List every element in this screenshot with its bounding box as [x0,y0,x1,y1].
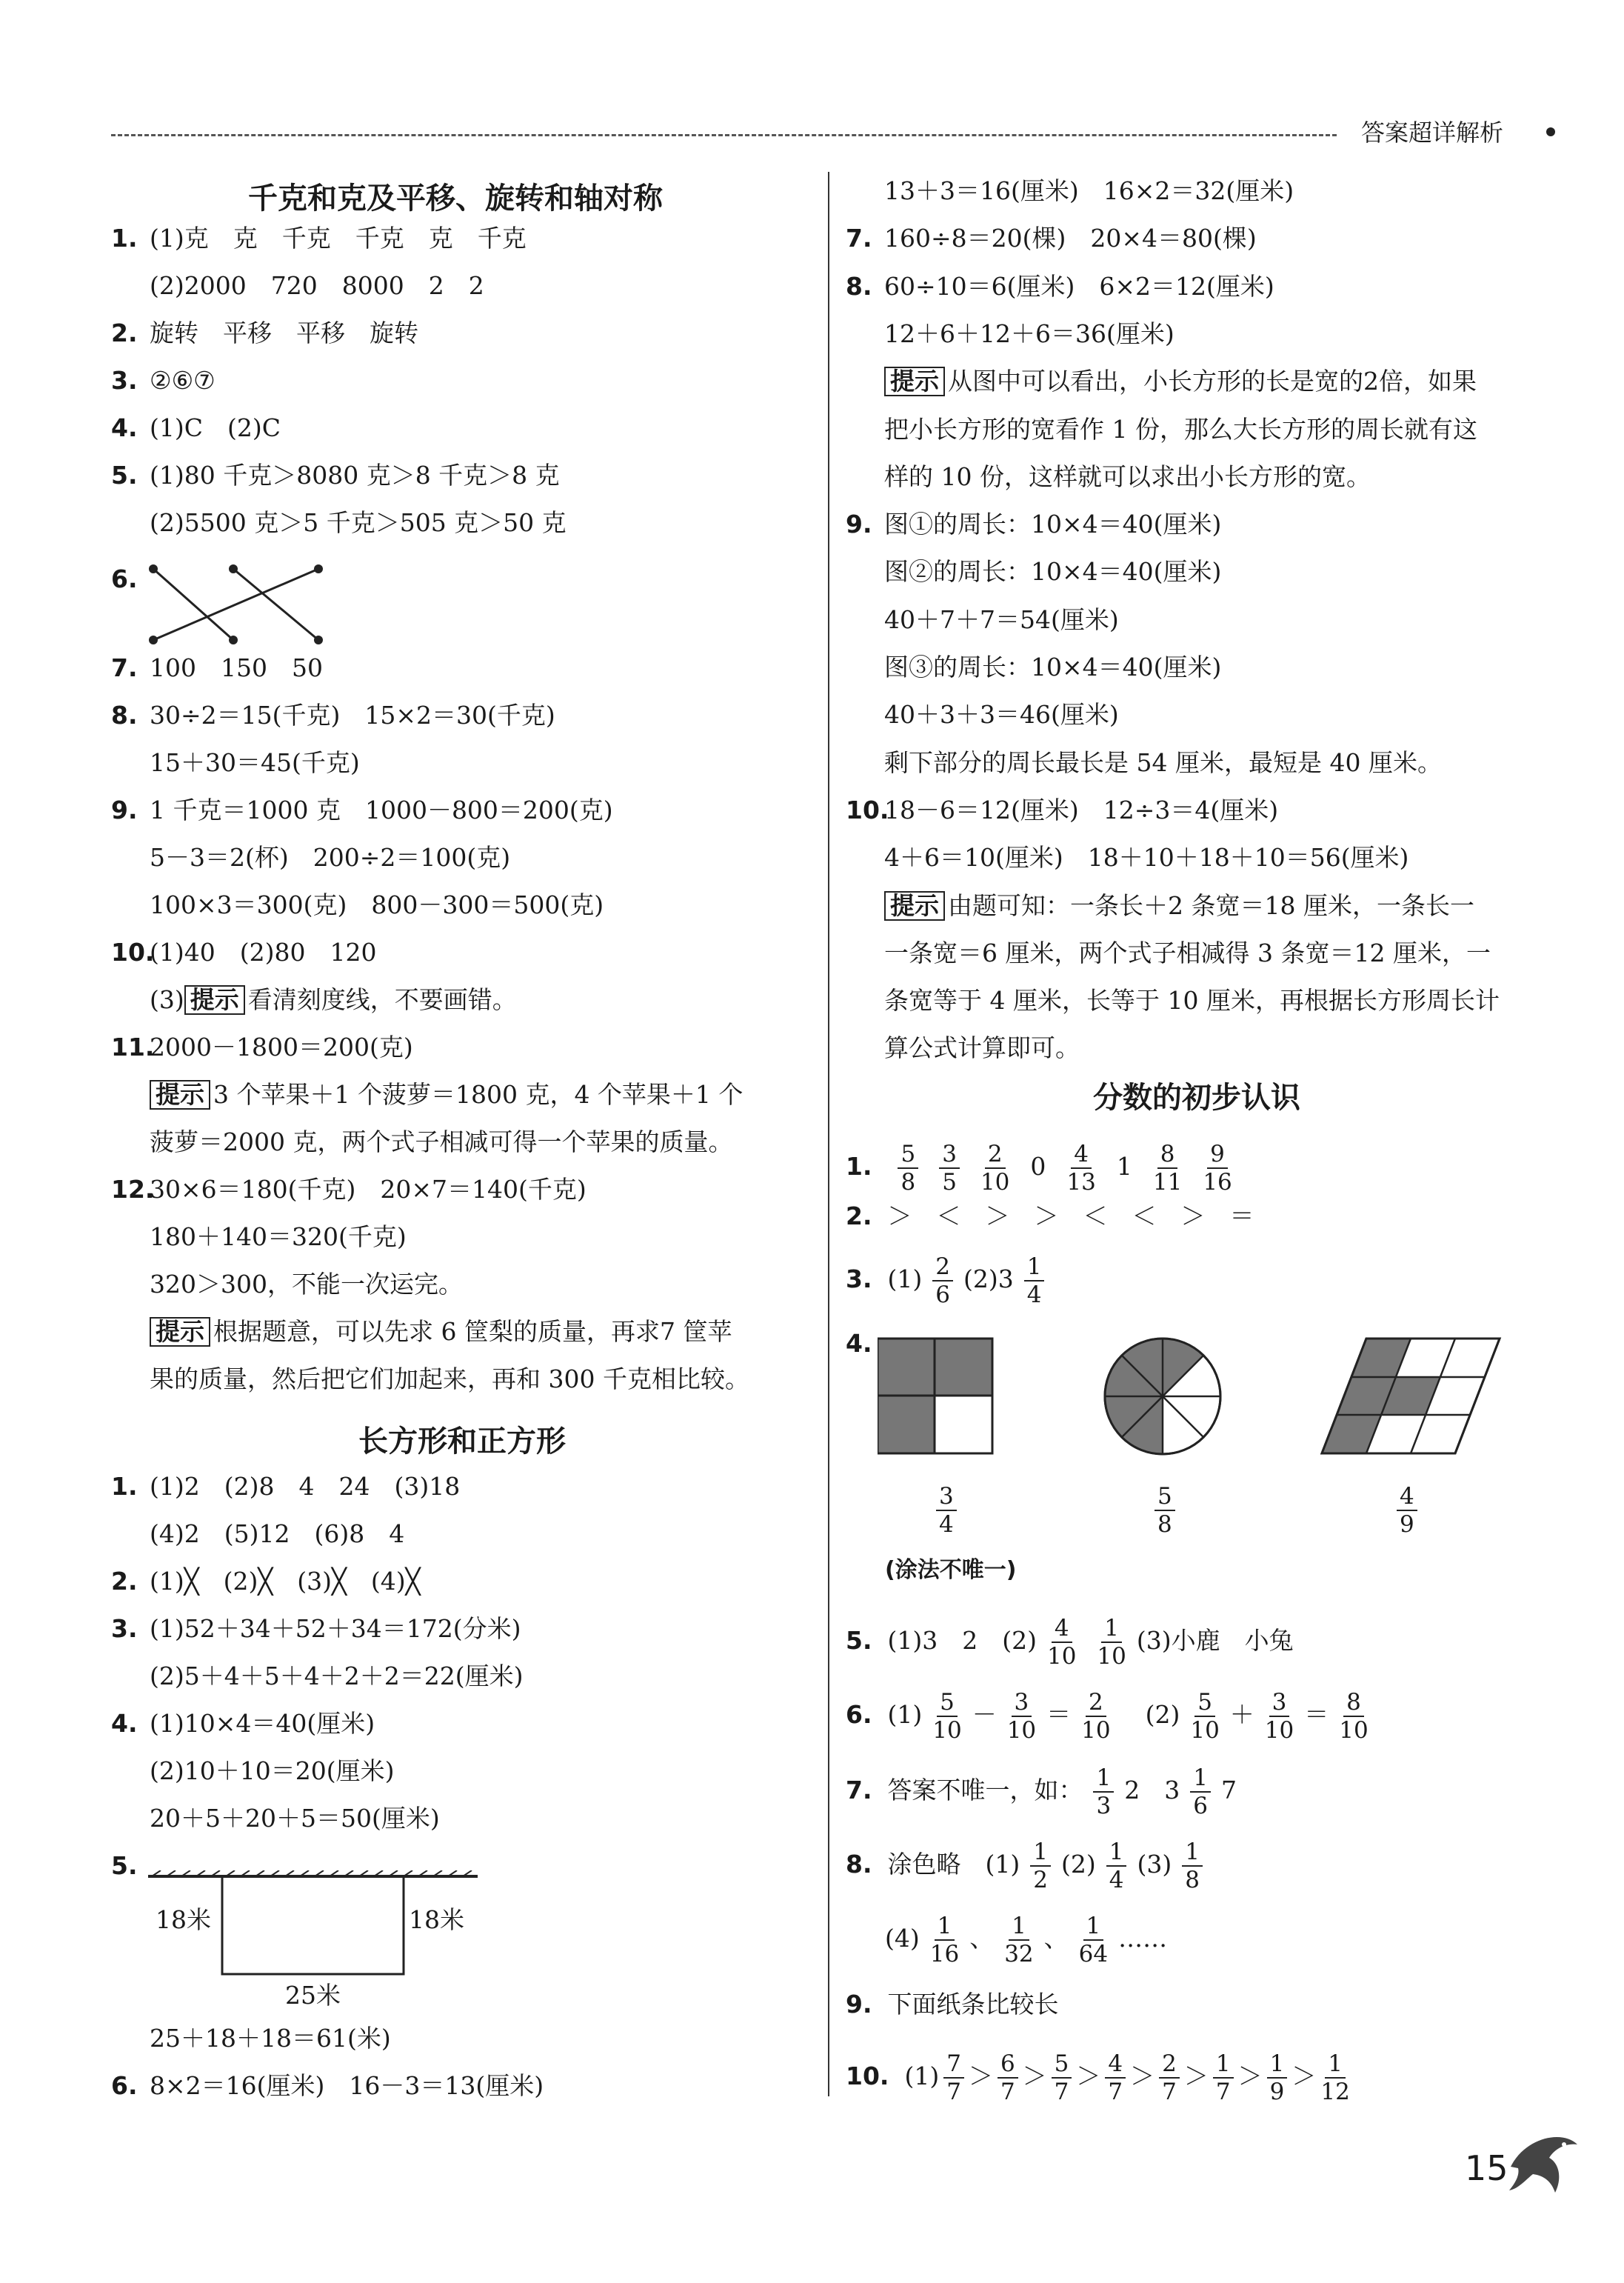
answer-line: 图③的周长：10×4＝40(厘米) [884,653,1222,681]
fraction: $\frac{5}{10}$ [932,1689,962,1744]
hint-tag: 提示 [884,367,945,396]
fraction-q7: 7. 答案不唯一，如： $\frac{1}{3}$ 2 3 $\frac{1}{6}$ 7 [846,1764,1237,1819]
answer-line: 12＋6＋12＋6＝36(厘米) [884,319,1174,348]
answer-line: 2. 旋转 平移 平移 旋转 [111,319,418,347]
answer-line: 7. 100 150 50 [111,653,323,682]
answer-line: 5－3＝2(杯) 200÷2＝100(克) [150,843,511,872]
answer-line: 提示 根据题意，可以先求 6 筐梨的质量，再求7 筐苹 [111,1316,732,1348]
answer-line: 提示 由题可知：一条长＋2 条宽＝18 厘米，一条长一 [846,890,1474,922]
fraction-q3: 3. (1) $\frac{2}{6}$ (2)3 $\frac{1}{4}$ [846,1253,1055,1308]
fraction-q5: 5. (1)3 2 (2) $\frac{4}{10}$ $\frac{1}{10}$ (3)小鹿 小兔 [846,1615,1294,1670]
answer-line: (2)10＋10＝20(厘米) [150,1756,395,1785]
answer-line: 把小长方形的宽看作 1 份，那么大长方形的周长就有这 [884,414,1477,444]
answer-line: 算公式计算即可。 [884,1033,1080,1063]
dolphin-logo-icon [1503,2122,1585,2204]
answer-line: (3) 提示 看清刻度线，不要画错。 [150,985,517,1014]
answer-line: 6. [111,564,138,593]
answer-line: 13＋3＝16(厘米) 16×2＝32(厘米) [884,176,1294,205]
fraction: $\frac{1}{4}$ [1024,1253,1045,1308]
fraction: $\frac{1}{4}$ [1106,1839,1127,1893]
fraction-q9: 9. 下面纸条比较长 [846,1990,1059,2019]
fraction-q10: 10. (1) $\frac{7}{7}$ ＞ $\frac{6}{7}$ ＞ $\frac{5}{7}$ ＞ $\frac{4}{7}$ ＞ $\frac{2}{7}$ ＞ $\frac{1}{7}$ ＞ $\frac{1}{9}$ ＞ $\frac{1}{12}$ [846,2050,1350,2105]
fraction: $\frac{2}{6}$ [932,1253,953,1308]
answer-line: 10.(1)40 (2)80 120 [111,938,377,967]
answer-line: (2)5500 克＞5 千克＞505 克＞50 克 [150,508,567,537]
fraction: $\frac{1}{64}$ [1078,1913,1109,1967]
answer-line: 7. 160÷8＝20(棵) 20×4＝80(棵) [846,224,1257,253]
answer-line: 样的 10 份，这样就可以求出小长方形的宽。 [884,461,1371,491]
answer-line: 果的质量，然后把它们加起来，再和 300 千克相比较。 [150,1364,749,1393]
fraction: $\frac{1}{3}$ [1093,1764,1114,1819]
hint-tag: 提示 [150,1317,210,1347]
answer-line: 8. 60÷10＝6(厘米) 6×2＝12(厘米) [846,271,1274,301]
answer-line: 一条宽＝6 厘米，两个式子相减得 3 条宽＝12 厘米，一 [884,938,1491,967]
answer-line: 3. (1)52＋34＋52＋34＝172(分米) [111,1614,521,1643]
fraction: $\frac{5}{10}$ [1190,1689,1220,1744]
section-title-fractions: 分数的初步认识 [1093,1081,1300,1115]
answer-line: 图②的周长：10×4＝40(厘米) [884,557,1222,587]
fraction: $\frac{5}{8}$ [1154,1483,1175,1538]
fraction: $\frac{4}{9}$ [1397,1483,1417,1538]
fraction: $\frac{2}{10}$ [980,1141,1010,1196]
answer-line: 提示 3 个苹果＋1 个菠萝＝1800 克，4 个苹果＋1 个 [111,1079,743,1111]
fraction: $\frac{2}{10}$ [1081,1689,1111,1744]
q4-fraction-circle [1144,1483,1186,1538]
answer-line: 20＋5＋20＋5＝50(厘米) [150,1804,440,1833]
q4-note: (涂法不唯一) [885,1557,1017,1583]
fraction: $\frac{1}{7}$ [1213,2050,1234,2105]
fraction-q2: 2. ＞ ＜ ＞ ＞ ＜ ＜ ＞ ＝ [846,1202,1254,1230]
answer-line: 5. [111,1851,138,1880]
fraction: $\frac{4}{7}$ [1105,2050,1126,2105]
answer-line: 4. (1)10×4＝40(厘米) [111,1709,375,1738]
answer-line: 40＋3＋3＝46(厘米) [884,700,1119,730]
fraction: $\frac{1}{2}$ [1030,1839,1051,1893]
q4-fraction-parallelogram [1386,1483,1428,1538]
fraction: $\frac{1}{32}$ [1004,1913,1034,1967]
answer-line: (2)5＋4＋5＋4＋2＋2＝22(厘米) [150,1662,524,1690]
header-title: 答案超详解析 [1361,119,1504,147]
answer-line: 6. 8×2＝16(厘米) 16－3＝13(厘米) [111,2071,544,2100]
fraction: $\frac{8}{10}$ [1339,1689,1369,1744]
answer-line: 9. 图①的周长：10×4＝40(厘米) [846,510,1222,539]
q5-bottom-label: 25米 [285,1981,341,2010]
fraction: $\frac{1}{8}$ [1182,1839,1203,1893]
fraction-q4-label: 4. [846,1329,872,1358]
hint-tag: 提示 [884,891,945,921]
fraction-q8-part4: (4) $\frac{1}{16}$ 、 $\frac{1}{32}$ 、 $\frac{1}{64}$ …… [885,1913,1168,1967]
q5-right-label: 18米 [409,1905,464,1934]
fraction-q8: 8. 涂色略 (1) $\frac{1}{2}$ (2) $\frac{1}{4}$ (3) $\frac{1}{8}$ [846,1839,1213,1893]
q6-matching-figure [144,563,330,652]
fraction: $\frac{1}{6}$ [1190,1764,1211,1819]
answer-line: 15＋30＝45(千克) [150,748,360,777]
answer-line: 4＋6＝10(厘米) 18＋10＋18＋10＝56(厘米) [884,843,1409,873]
fraction: $\frac{1}{12}$ [1320,2050,1350,2105]
answer-line: (4)2 (5)12 (6)8 4 [150,1519,405,1548]
section-title-rectangles: 长方形和正方形 [358,1424,566,1459]
q4-shapes-figure [878,1337,1581,1470]
fraction: $\frac{2}{7}$ [1159,2050,1180,2105]
fraction: $\frac{3}{4}$ [936,1483,957,1538]
section-title-weights: 千克和克及平移、旋转和轴对称 [248,181,663,216]
fraction: $\frac{3}{10}$ [1264,1689,1294,1744]
hint-tag: 提示 [184,985,245,1015]
fraction: $\frac{4}{13}$ [1066,1141,1096,1196]
fraction: $\frac{3}{10}$ [1006,1689,1037,1744]
answer-line: 4. (1)C (2)C [111,413,281,442]
answer-line: 2. (1)╳ (2)╳ (3)╳ (4)╳ [111,1567,421,1596]
fraction: $\frac{5}{7}$ [1052,2050,1072,2105]
answer-line: 8. 30÷2＝15(千克) 15×2＝30(千克) [111,701,555,730]
answer-line: 条宽等于 4 厘米，长等于 10 厘米，再根据长方形周长计 [884,986,1500,1016]
fraction: $\frac{6}{7}$ [998,2050,1018,2105]
answer-line: 提示 从图中可以看出，小长方形的长是宽的2倍，如果 [846,365,1477,398]
fraction: $\frac{3}{5}$ [939,1141,960,1196]
answer-line: 剩下部分的周长最长是 54 厘米，最短是 40 厘米。 [884,747,1442,777]
fraction: $\frac{4}{10}$ [1046,1615,1077,1670]
answer-line: 菠萝＝2000 克，两个式子相减可得一个苹果的质量。 [150,1127,733,1156]
fraction-q1: 1. $\frac{5}{8}$ $\frac{3}{5}$ $\frac{2}{10}$ 0 $\frac{4}{13}$ 1 $\frac{8}{11}$ $\frac{9}{16}$ [846,1141,1232,1196]
answer-line: 25＋18＋18＝61(米) [150,2024,391,2053]
q4-fraction-square [926,1483,967,1538]
answer-line: 100×3＝300(克) 800－300＝500(克) [150,890,604,919]
header-rule [111,134,1337,136]
answer-line: 1. (1)克 克 千克 千克 克 千克 [111,224,527,253]
hint-tag: 提示 [150,1080,210,1110]
fraction: $\frac{7}{7}$ [943,2050,964,2105]
answer-line: 3. ②⑥⑦ [111,366,215,395]
answer-line: 1. (1)2 (2)8 4 24 (3)18 [111,1472,461,1501]
answer-line: (2)2000 720 8000 2 2 [150,271,484,300]
page-number: 15 [1465,2148,1508,2188]
answer-line: 12.30×6＝180(千克) 20×7＝140(千克) [111,1175,587,1204]
fraction: $\frac{1}{10}$ [1097,1615,1126,1670]
answer-line: 40＋7＋7＝54(厘米) [884,604,1119,634]
fraction: $\frac{5}{8}$ [898,1141,918,1196]
column-divider [828,172,829,2096]
header-dot-icon [1546,127,1555,136]
fraction: $\frac{8}{11}$ [1152,1141,1183,1196]
fraction: $\frac{1}{9}$ [1267,2050,1288,2105]
answer-line: 320＞300，不能一次运完。 [150,1270,463,1299]
answer-line: 11.2000－1800＝200(克) [111,1033,413,1061]
q5-left-label: 18米 [156,1905,211,1934]
fraction-q6: 6. (1) $\frac{5}{10}$ － $\frac{3}{10}$ ＝ $\frac{2}{10}$ (2) $\frac{5}{10}$ ＋ $\frac{3}{10}$ ＝ $\frac{8}{10}$ [846,1689,1369,1744]
answer-line: 10.18－6＝12(厘米) 12÷3＝4(厘米) [846,795,1279,824]
fraction: $\frac{1}{16}$ [929,1913,960,1967]
answer-line: 9. 1 千克＝1000 克 1000－800＝200(克) [111,796,613,824]
answer-line: 180＋140＝320(千克) [150,1222,407,1251]
answer-line: 5. (1)80 千克＞8080 克＞8 千克＞8 克 [111,461,560,490]
fraction: $\frac{9}{16}$ [1203,1141,1232,1196]
